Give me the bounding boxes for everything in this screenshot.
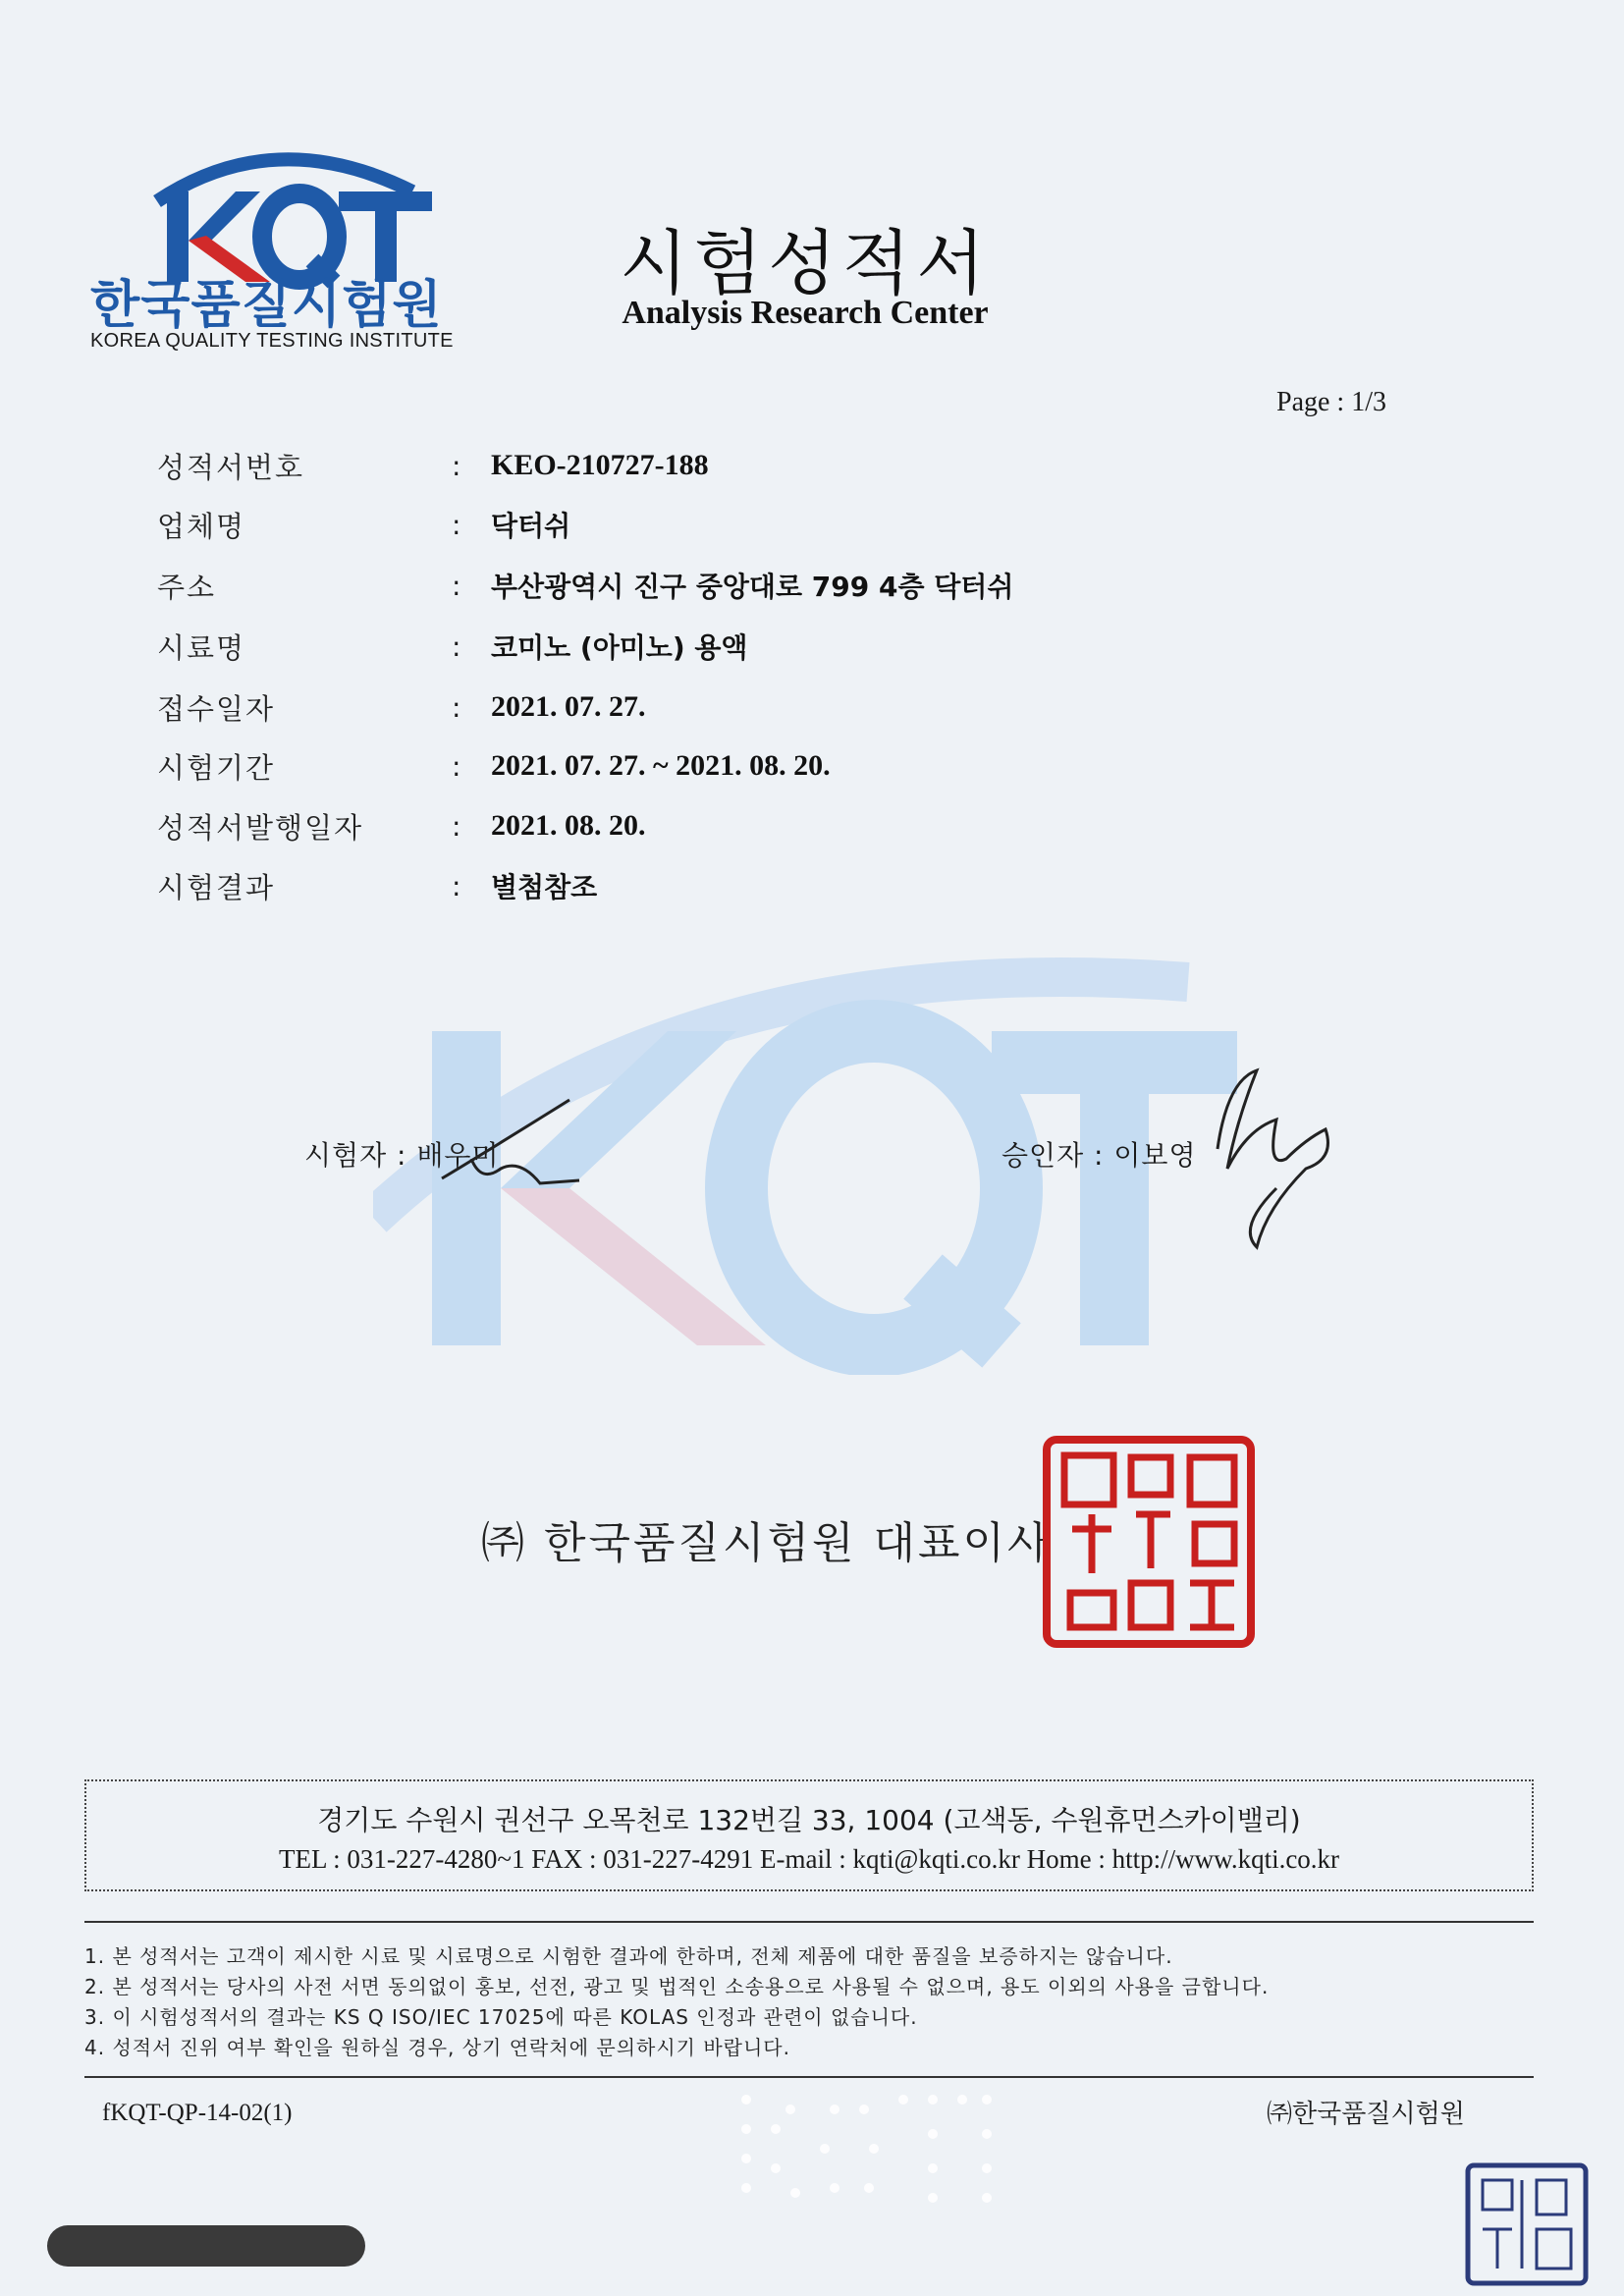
field-label: 성적서발행일자 (157, 810, 364, 845)
field-label: 시험결과 (157, 870, 276, 904)
field-test-period (157, 742, 831, 790)
tester-name: 시험자 : 배우미 (304, 1139, 500, 1172)
field-value: 2021. 07. 27. (491, 690, 646, 723)
footer-company: ㈜한국품질시험원 (1267, 2100, 1465, 2129)
approver-name: 승인자 : 이보영 (1001, 1139, 1197, 1172)
field-label: 시험기간 (157, 750, 276, 785)
field-colon: : (452, 508, 461, 541)
field-sample-name (157, 623, 747, 670)
field-issue-date (157, 802, 646, 849)
company-seal (1043, 1436, 1255, 1648)
note-item: 4. 성적서 진위 여부 확인을 원하실 경우, 상기 연락처에 문의하시기 바랍니다. (84, 2036, 790, 2059)
contact-address: 경기도 수원시 권선구 오목천로 132번길 33, 1004 (고색동, 수원휴먼스카이밸리) (317, 1804, 1301, 1836)
field-address (157, 562, 1013, 609)
field-label: 성적서번호 (157, 450, 305, 484)
contact-line: TEL : 031-227-4280~1 FAX : 031-227-4291 E-mail : kqti@kqti.co.kr Home : http://www.kqti.co.kr (278, 1844, 1340, 1874)
field-value: 별첨참조 (491, 871, 598, 903)
note-item: 2. 본 성적서는 당사의 사전 서면 동의없이 홍보, 선전, 광고 및 법적인 소송용으로 사용될 수 없으며, 용도 이외의 사용을 금합니다. (84, 1975, 1270, 1998)
hologram-sticker (47, 2225, 365, 2267)
issuer-ceo: ㈜ 한국품질시험원 대표이사 (481, 1518, 1053, 1568)
corner-seal (1463, 2160, 1591, 2288)
tester-signature (432, 1090, 599, 1198)
form-number: fKQT-QP-14-02(1) (102, 2100, 293, 2126)
field-value: 2021. 07. 27. ~ 2021. 08. 20. (491, 749, 831, 782)
field-test-result (157, 862, 597, 909)
field-colon: : (452, 629, 461, 663)
page-title: 시험성적서 (620, 222, 991, 304)
divider (84, 1921, 1534, 1923)
field-label: 접수일자 (157, 691, 276, 726)
field-colon: : (452, 690, 461, 724)
field-value: 코미노 (아미노) 용액 (491, 631, 748, 664)
field-colon: : (452, 809, 461, 843)
logo-english-name: KOREA QUALITY TESTING INSTITUTE (90, 330, 454, 352)
divider (84, 2076, 1534, 2078)
page-subtitle: Analysis Research Center (622, 295, 989, 331)
field-report-number (157, 442, 709, 489)
field-label: 시료명 (157, 630, 246, 665)
field-colon: : (452, 449, 461, 482)
note-item: 3. 이 시험성적서의 결과는 KS Q ISO/IEC 17025에 따른 KOLAS 인정과 관련이 없습니다. (84, 2005, 918, 2029)
field-label: 업체명 (157, 509, 246, 543)
field-label: 주소 (157, 570, 217, 604)
field-colon: : (452, 869, 461, 902)
page-number: Page : 1/3 (1276, 387, 1386, 417)
field-received-date (157, 683, 646, 731)
field-value: 2021. 08. 20. (491, 809, 646, 842)
approver-signature (1198, 1061, 1345, 1257)
field-value: 닥터쉬 (491, 510, 571, 542)
note-item: 1. 본 성적서는 고객이 제시한 시료 및 시료명으로 시험한 결과에 한하며, 전체 제품에 대한 품질을 보증하지는 않습니다. (84, 1944, 1173, 1968)
logo-korean-name: 한국품질시험원 (90, 276, 443, 335)
field-value: 부산광역시 진구 중앙대로 799 4층 닥터쉬 (491, 571, 1014, 603)
field-value: KEO-210727-188 (491, 449, 709, 481)
emboss-kqti-mark (736, 2090, 1001, 2217)
field-colon: : (452, 569, 461, 602)
field-company (157, 501, 570, 548)
field-colon: : (452, 749, 461, 783)
